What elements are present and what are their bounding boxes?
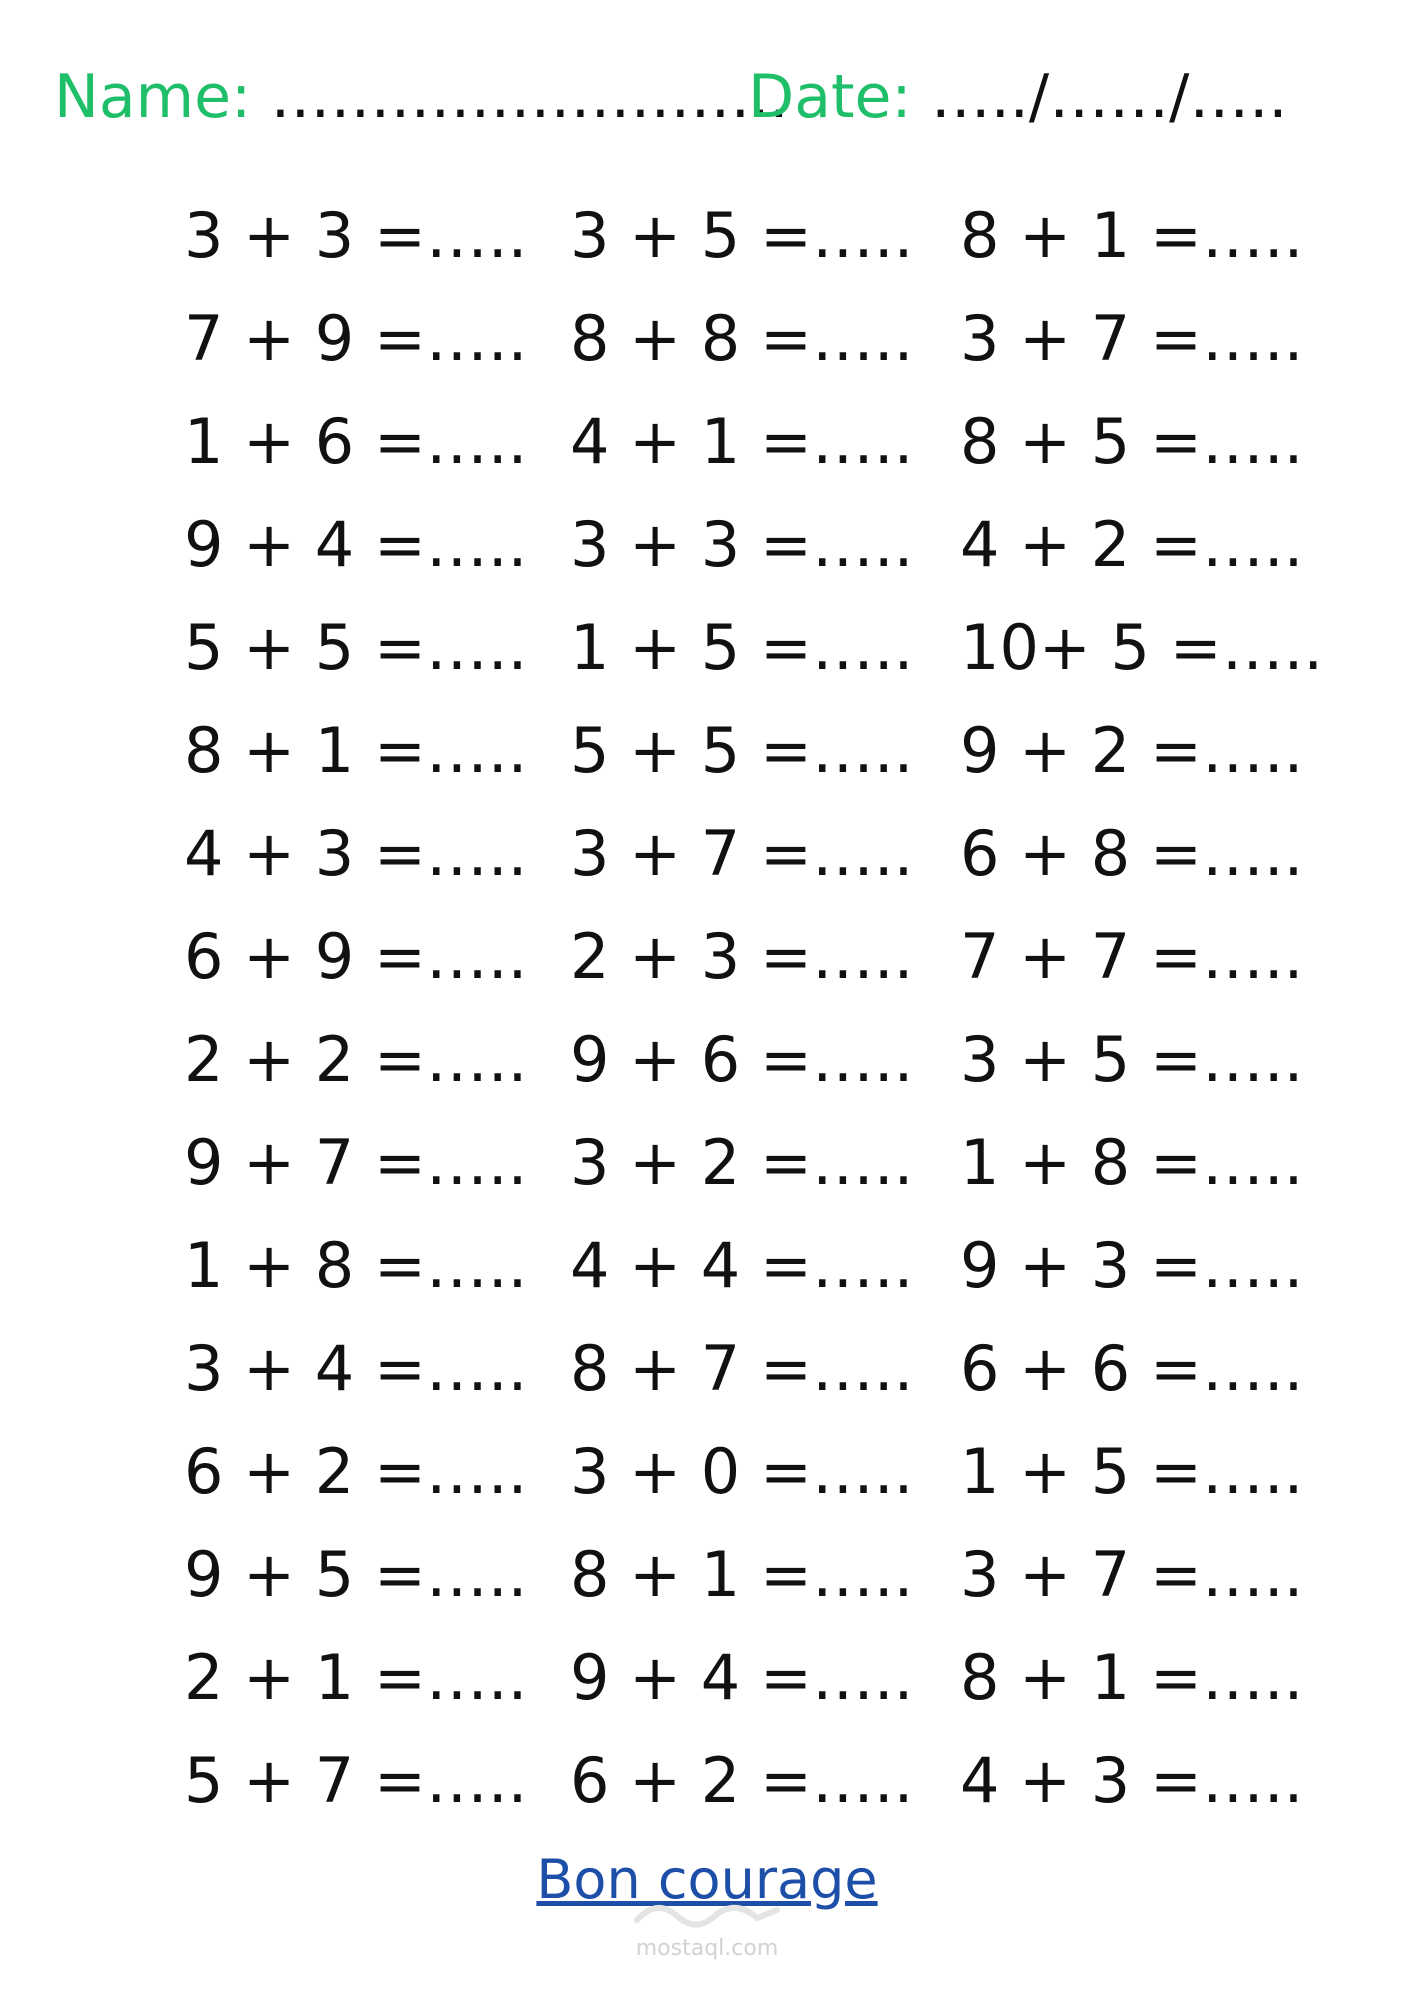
problem-item: 6 + 8 =…..: [960, 817, 1304, 890]
problem-item: 3 + 3 =…..: [570, 508, 914, 581]
problem-item: 8 + 5 =…..: [960, 405, 1304, 478]
name-blank[interactable]: ……………………..: [270, 62, 789, 132]
problem-item: 8 + 1 =…..: [960, 199, 1304, 272]
problem-item: 3 + 2 =…..: [570, 1126, 914, 1199]
problem-item: 4 + 3 =…..: [960, 1744, 1304, 1817]
problem-item: 8 + 1 =…..: [570, 1538, 914, 1611]
problem-item: 3 + 5 =…..: [570, 199, 914, 272]
problem-item: 6 + 2 =…..: [184, 1435, 528, 1508]
problem-item: 2 + 2 =…..: [184, 1023, 528, 1096]
problem-item: 3 + 4 =…..: [184, 1332, 528, 1405]
problem-column-2: [570, 184, 913, 1832]
problem-item: 7 + 7 =…..: [960, 920, 1304, 993]
problem-item: 3 + 3 =…..: [184, 199, 528, 272]
problem-item: 3 + 5 =…..: [960, 1023, 1304, 1096]
problem-item: 4 + 1 =…..: [570, 405, 914, 478]
problem-item: 9 + 2 =…..: [960, 714, 1304, 787]
problem-item: 9 + 4 =…..: [570, 1641, 914, 1714]
name-label: Name:: [54, 62, 252, 132]
problem-item: 7 + 9 =…..: [184, 302, 528, 375]
date-blank[interactable]: …../……/…..: [930, 62, 1288, 132]
problem-item: 1 + 8 =…..: [184, 1229, 528, 1302]
problem-item: 3 + 0 =…..: [570, 1435, 914, 1508]
problem-item: 5 + 5 =…..: [184, 611, 528, 684]
problem-item: 3 + 7 =…..: [570, 817, 914, 890]
problem-item: 8 + 8 =…..: [570, 302, 914, 375]
problem-item: 1 + 6 =…..: [184, 405, 528, 478]
footer: [0, 1848, 1414, 1911]
problem-item: 9 + 4 =…..: [184, 508, 528, 581]
problem-item: 9 + 3 =…..: [960, 1229, 1304, 1302]
bon-courage-link[interactable]: Bon courage: [536, 1848, 878, 1911]
problem-item: 2 + 1 =…..: [184, 1641, 528, 1714]
problem-item: 3 + 7 =…..: [960, 302, 1304, 375]
problem-item: 4 + 3 =…..: [184, 817, 528, 890]
problem-item: 8 + 1 =…..: [960, 1641, 1304, 1714]
problem-item: 1 + 5 =…..: [570, 611, 914, 684]
problem-item: 9 + 6 =…..: [570, 1023, 914, 1096]
problem-item: 6 + 2 =…..: [570, 1744, 914, 1817]
problem-item: 10+ 5 =…..: [960, 611, 1324, 684]
problem-item: 9 + 5 =…..: [184, 1538, 528, 1611]
problem-item: 5 + 7 =…..: [184, 1744, 528, 1817]
problem-item: 8 + 7 =…..: [570, 1332, 914, 1405]
problem-column-1: [184, 184, 527, 1832]
date-field-row: [748, 62, 1287, 132]
problem-item: 2 + 3 =…..: [570, 920, 914, 993]
problem-item: 6 + 9 =…..: [184, 920, 528, 993]
problem-item: 4 + 4 =…..: [570, 1229, 914, 1302]
problem-column-3: [960, 184, 1323, 1832]
problem-item: 9 + 7 =…..: [184, 1126, 528, 1199]
problem-item: 8 + 1 =…..: [184, 714, 528, 787]
name-field-row: [54, 62, 788, 132]
problem-item: 1 + 5 =…..: [960, 1435, 1304, 1508]
watermark-text: mostaql.com: [635, 1936, 779, 1961]
problem-item: 5 + 5 =…..: [570, 714, 914, 787]
problem-item: 6 + 6 =…..: [960, 1332, 1304, 1405]
date-label: Date:: [748, 62, 912, 132]
problem-item: 3 + 7 =…..: [960, 1538, 1304, 1611]
problem-item: 4 + 2 =…..: [960, 508, 1304, 581]
problem-item: 1 + 8 =…..: [960, 1126, 1304, 1199]
